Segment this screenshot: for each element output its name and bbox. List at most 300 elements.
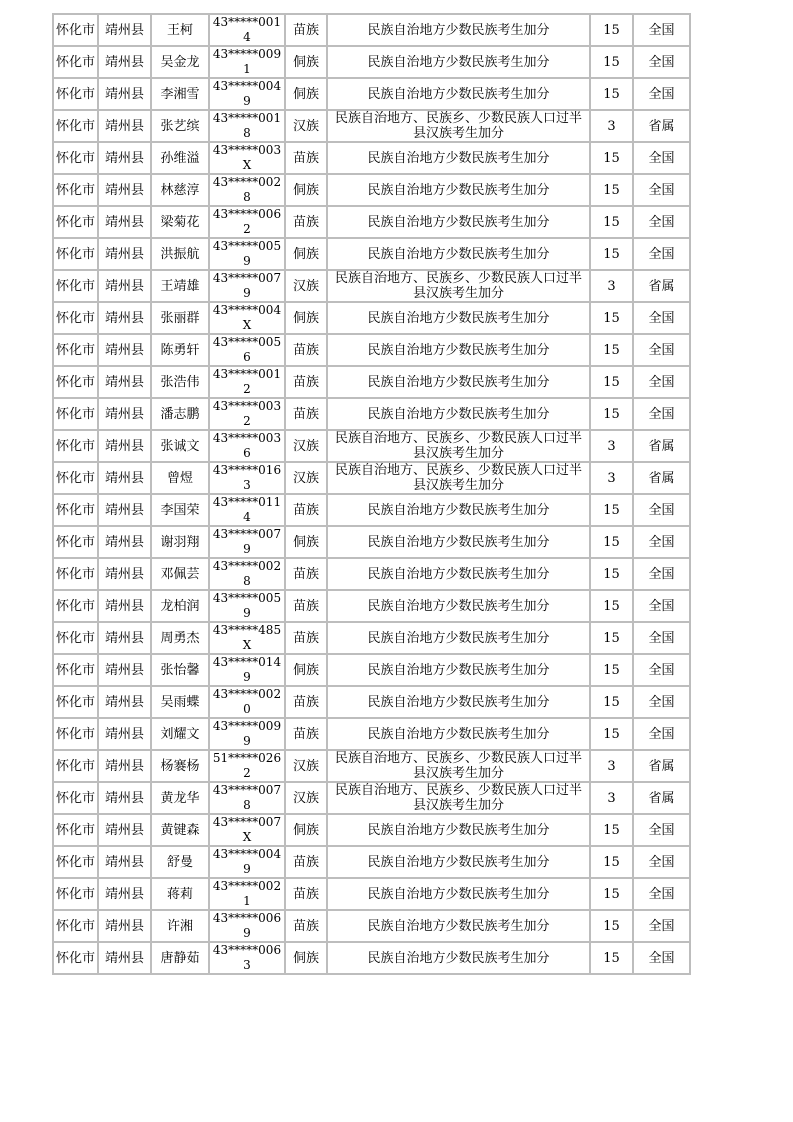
bonus-reason-cell: 民族自治地方、民族乡、少数民族人口过半县汉族考生加分 <box>327 462 590 494</box>
scope-cell: 全国 <box>633 590 690 622</box>
id-number-line-1: 43*****004 <box>212 303 282 317</box>
id-number-line-2: 4 <box>243 510 251 524</box>
ethnicity-cell: 苗族 <box>285 622 327 654</box>
id-number-line-2: 9 <box>243 862 251 876</box>
ethnicity-cell: 苗族 <box>285 590 327 622</box>
id-number-line-1: 43*****485 <box>212 623 282 637</box>
name-cell: 邓佩芸 <box>151 558 209 590</box>
id-number-line-1: 43*****003 <box>212 431 282 445</box>
id-number-line-1: 43*****002 <box>212 175 282 189</box>
ethnicity-cell: 汉族 <box>285 110 327 142</box>
county-cell: 靖州县 <box>98 686 151 718</box>
county-cell: 靖州县 <box>98 46 151 78</box>
bonus-points-cell: 15 <box>590 334 633 366</box>
bonus-points-cell: 3 <box>590 782 633 814</box>
id-number-line-2: 4 <box>243 30 251 44</box>
scope-cell: 全国 <box>633 718 690 750</box>
table-row <box>53 462 690 494</box>
id-number-cell <box>209 718 285 750</box>
id-number-cell <box>209 750 285 782</box>
id-number-line-1: 43*****005 <box>212 335 282 349</box>
id-number-line-1: 43*****009 <box>212 719 282 733</box>
table-row <box>53 334 690 366</box>
ethnicity-cell: 侗族 <box>285 526 327 558</box>
scope-cell: 全国 <box>633 622 690 654</box>
id-number-cell <box>209 366 285 398</box>
ethnicity-cell: 苗族 <box>285 334 327 366</box>
id-number-line-2: 9 <box>243 542 251 556</box>
bonus-reason-cell: 民族自治地方少数民族考生加分 <box>327 142 590 174</box>
id-number-cell <box>209 14 285 46</box>
id-number-cell <box>209 302 285 334</box>
id-number-cell <box>209 174 285 206</box>
scope-cell: 省属 <box>633 750 690 782</box>
scope-cell: 全国 <box>633 942 690 974</box>
id-number-line-2: 1 <box>243 62 251 76</box>
id-number-line-1: 43*****002 <box>212 879 282 893</box>
county-cell: 靖州县 <box>98 110 151 142</box>
scope-cell: 全国 <box>633 238 690 270</box>
name-cell: 舒曼 <box>151 846 209 878</box>
county-cell: 靖州县 <box>98 238 151 270</box>
city-cell: 怀化市 <box>53 558 98 590</box>
id-number-line-1: 43*****006 <box>212 911 282 925</box>
table-row <box>53 14 690 46</box>
county-cell: 靖州县 <box>98 942 151 974</box>
table-row <box>53 398 690 430</box>
id-number-line-2: 8 <box>243 126 251 140</box>
bonus-points-table <box>52 13 691 975</box>
ethnicity-cell: 汉族 <box>285 750 327 782</box>
city-cell: 怀化市 <box>53 270 98 302</box>
ethnicity-cell: 侗族 <box>285 814 327 846</box>
bonus-points-cell: 15 <box>590 494 633 526</box>
city-cell: 怀化市 <box>53 430 98 462</box>
city-cell: 怀化市 <box>53 846 98 878</box>
name-cell: 林慈淳 <box>151 174 209 206</box>
id-number-line-1: 51*****026 <box>212 751 282 765</box>
id-number-line-1: 43*****002 <box>212 687 282 701</box>
name-cell: 王柯 <box>151 14 209 46</box>
bonus-points-cell: 15 <box>590 206 633 238</box>
id-number-cell <box>209 430 285 462</box>
bonus-reason-cell: 民族自治地方少数民族考生加分 <box>327 558 590 590</box>
id-number-cell <box>209 270 285 302</box>
bonus-reason-cell: 民族自治地方少数民族考生加分 <box>327 14 590 46</box>
table-row <box>53 142 690 174</box>
bonus-reason-cell: 民族自治地方少数民族考生加分 <box>327 622 590 654</box>
scope-cell: 全国 <box>633 78 690 110</box>
scope-cell: 省属 <box>633 270 690 302</box>
ethnicity-cell: 苗族 <box>285 398 327 430</box>
table-row <box>53 942 690 974</box>
county-cell: 靖州县 <box>98 334 151 366</box>
bonus-reason-cell: 民族自治地方少数民族考生加分 <box>327 206 590 238</box>
bonus-reason-cell: 民族自治地方少数民族考生加分 <box>327 942 590 974</box>
id-number-line-2: 9 <box>243 926 251 940</box>
scope-cell: 全国 <box>633 558 690 590</box>
bonus-reason-cell: 民族自治地方少数民族考生加分 <box>327 238 590 270</box>
id-number-line-1: 43*****004 <box>212 847 282 861</box>
id-number-cell <box>209 910 285 942</box>
county-cell: 靖州县 <box>98 782 151 814</box>
bonus-points-cell: 15 <box>590 142 633 174</box>
scope-cell: 全国 <box>633 334 690 366</box>
bonus-reason-cell: 民族自治地方少数民族考生加分 <box>327 814 590 846</box>
county-cell: 靖州县 <box>98 494 151 526</box>
scope-cell: 全国 <box>633 302 690 334</box>
id-number-cell <box>209 462 285 494</box>
scope-cell: 全国 <box>633 14 690 46</box>
bonus-reason-cell: 民族自治地方少数民族考生加分 <box>327 366 590 398</box>
id-number-line-2: 8 <box>243 190 251 204</box>
id-number-cell <box>209 494 285 526</box>
county-cell: 靖州县 <box>98 526 151 558</box>
bonus-reason-cell: 民族自治地方少数民族考生加分 <box>327 494 590 526</box>
ethnicity-cell: 侗族 <box>285 302 327 334</box>
ethnicity-cell: 汉族 <box>285 462 327 494</box>
id-number-cell <box>209 142 285 174</box>
table-row <box>53 526 690 558</box>
city-cell: 怀化市 <box>53 366 98 398</box>
city-cell: 怀化市 <box>53 494 98 526</box>
ethnicity-cell: 汉族 <box>285 270 327 302</box>
county-cell: 靖州县 <box>98 878 151 910</box>
name-cell: 洪振航 <box>151 238 209 270</box>
city-cell: 怀化市 <box>53 942 98 974</box>
name-cell: 孙维溢 <box>151 142 209 174</box>
ethnicity-cell: 苗族 <box>285 494 327 526</box>
bonus-points-cell: 3 <box>590 110 633 142</box>
bonus-points-cell: 15 <box>590 558 633 590</box>
id-number-line-2: X <box>242 638 252 652</box>
bonus-points-cell: 15 <box>590 14 633 46</box>
county-cell: 靖州县 <box>98 622 151 654</box>
id-number-line-1: 43*****007 <box>212 527 282 541</box>
scope-cell: 全国 <box>633 526 690 558</box>
city-cell: 怀化市 <box>53 302 98 334</box>
bonus-points-cell: 15 <box>590 718 633 750</box>
table-row <box>53 302 690 334</box>
bonus-reason-cell: 民族自治地方少数民族考生加分 <box>327 302 590 334</box>
id-number-line-2: 9 <box>243 670 251 684</box>
city-cell: 怀化市 <box>53 78 98 110</box>
city-cell: 怀化市 <box>53 654 98 686</box>
table-row <box>53 718 690 750</box>
id-number-cell <box>209 654 285 686</box>
county-cell: 靖州县 <box>98 558 151 590</box>
scope-cell: 全国 <box>633 398 690 430</box>
city-cell: 怀化市 <box>53 526 98 558</box>
scope-cell: 全国 <box>633 46 690 78</box>
city-cell: 怀化市 <box>53 910 98 942</box>
bonus-reason-cell: 民族自治地方、民族乡、少数民族人口过半县汉族考生加分 <box>327 110 590 142</box>
name-cell: 王靖雄 <box>151 270 209 302</box>
id-number-cell <box>209 686 285 718</box>
id-number-line-2: 3 <box>243 958 251 972</box>
bonus-points-cell: 15 <box>590 78 633 110</box>
county-cell: 靖州县 <box>98 174 151 206</box>
bonus-reason-cell: 民族自治地方少数民族考生加分 <box>327 78 590 110</box>
name-cell: 李国荣 <box>151 494 209 526</box>
city-cell: 怀化市 <box>53 878 98 910</box>
county-cell: 靖州县 <box>98 142 151 174</box>
table-row <box>53 622 690 654</box>
id-number-line-1: 43*****005 <box>212 591 282 605</box>
bonus-reason-cell: 民族自治地方、民族乡、少数民族人口过半县汉族考生加分 <box>327 270 590 302</box>
bonus-points-cell: 3 <box>590 750 633 782</box>
bonus-reason-cell: 民族自治地方少数民族考生加分 <box>327 174 590 206</box>
ethnicity-cell: 苗族 <box>285 14 327 46</box>
bonus-points-cell: 3 <box>590 430 633 462</box>
bonus-points-cell: 15 <box>590 878 633 910</box>
name-cell: 许湘 <box>151 910 209 942</box>
bonus-reason-cell: 民族自治地方少数民族考生加分 <box>327 878 590 910</box>
id-number-cell <box>209 590 285 622</box>
table-row <box>53 430 690 462</box>
scope-cell: 全国 <box>633 878 690 910</box>
bonus-reason-cell: 民族自治地方少数民族考生加分 <box>327 718 590 750</box>
id-number-line-2: 8 <box>243 574 251 588</box>
id-number-line-1: 43*****001 <box>212 111 282 125</box>
bonus-points-cell: 15 <box>590 942 633 974</box>
table-row <box>53 110 690 142</box>
scope-cell: 全国 <box>633 174 690 206</box>
table-row <box>53 494 690 526</box>
ethnicity-cell: 苗族 <box>285 142 327 174</box>
ethnicity-cell: 侗族 <box>285 238 327 270</box>
name-cell: 谢羽翔 <box>151 526 209 558</box>
scope-cell: 全国 <box>633 910 690 942</box>
city-cell: 怀化市 <box>53 750 98 782</box>
bonus-points-cell: 15 <box>590 686 633 718</box>
bonus-points-cell: 15 <box>590 654 633 686</box>
id-number-line-2: 2 <box>243 414 251 428</box>
city-cell: 怀化市 <box>53 590 98 622</box>
table-row <box>53 206 690 238</box>
bonus-reason-cell: 民族自治地方、民族乡、少数民族人口过半县汉族考生加分 <box>327 782 590 814</box>
ethnicity-cell: 苗族 <box>285 686 327 718</box>
id-number-cell <box>209 46 285 78</box>
table-row <box>53 750 690 782</box>
county-cell: 靖州县 <box>98 750 151 782</box>
city-cell: 怀化市 <box>53 46 98 78</box>
id-number-line-2: 6 <box>243 446 251 460</box>
county-cell: 靖州县 <box>98 814 151 846</box>
name-cell: 龙柏润 <box>151 590 209 622</box>
id-number-line-2: 2 <box>243 766 251 780</box>
city-cell: 怀化市 <box>53 686 98 718</box>
ethnicity-cell: 苗族 <box>285 206 327 238</box>
ethnicity-cell: 侗族 <box>285 78 327 110</box>
ethnicity-cell: 汉族 <box>285 782 327 814</box>
id-number-line-1: 43*****001 <box>212 367 282 381</box>
id-number-line-1: 43*****003 <box>212 143 282 157</box>
table-row <box>53 654 690 686</box>
city-cell: 怀化市 <box>53 814 98 846</box>
table-row <box>53 910 690 942</box>
id-number-line-1: 43*****016 <box>212 463 282 477</box>
county-cell: 靖州县 <box>98 846 151 878</box>
table-row <box>53 46 690 78</box>
city-cell: 怀化市 <box>53 718 98 750</box>
bonus-points-cell: 15 <box>590 526 633 558</box>
bonus-points-cell: 15 <box>590 302 633 334</box>
bonus-reason-cell: 民族自治地方少数民族考生加分 <box>327 398 590 430</box>
name-cell: 黄龙华 <box>151 782 209 814</box>
scope-cell: 全国 <box>633 814 690 846</box>
name-cell: 陈勇轩 <box>151 334 209 366</box>
bonus-reason-cell: 民族自治地方少数民族考生加分 <box>327 590 590 622</box>
bonus-reason-cell: 民族自治地方少数民族考生加分 <box>327 846 590 878</box>
bonus-points-cell: 15 <box>590 622 633 654</box>
id-number-cell <box>209 782 285 814</box>
city-cell: 怀化市 <box>53 622 98 654</box>
table-row <box>53 590 690 622</box>
id-number-line-1: 43*****006 <box>212 207 282 221</box>
bonus-reason-cell: 民族自治地方少数民族考生加分 <box>327 46 590 78</box>
name-cell: 梁菊花 <box>151 206 209 238</box>
bonus-points-cell: 15 <box>590 846 633 878</box>
county-cell: 靖州县 <box>98 366 151 398</box>
city-cell: 怀化市 <box>53 398 98 430</box>
id-number-cell <box>209 942 285 974</box>
id-number-line-1: 43*****011 <box>212 495 282 509</box>
id-number-line-1: 43*****002 <box>212 559 282 573</box>
name-cell: 吴金龙 <box>151 46 209 78</box>
city-cell: 怀化市 <box>53 238 98 270</box>
bonus-points-cell: 15 <box>590 814 633 846</box>
name-cell: 张怡馨 <box>151 654 209 686</box>
county-cell: 靖州县 <box>98 302 151 334</box>
id-number-cell <box>209 78 285 110</box>
scope-cell: 省属 <box>633 110 690 142</box>
ethnicity-cell: 侗族 <box>285 942 327 974</box>
id-number-line-1: 43*****003 <box>212 399 282 413</box>
id-number-cell <box>209 238 285 270</box>
scope-cell: 全国 <box>633 494 690 526</box>
id-number-cell <box>209 846 285 878</box>
bonus-reason-cell: 民族自治地方少数民族考生加分 <box>327 526 590 558</box>
scope-cell: 全国 <box>633 846 690 878</box>
scope-cell: 全国 <box>633 366 690 398</box>
id-number-line-2: 9 <box>243 286 251 300</box>
ethnicity-cell: 苗族 <box>285 910 327 942</box>
name-cell: 潘志鹏 <box>151 398 209 430</box>
bonus-reason-cell: 民族自治地方少数民族考生加分 <box>327 686 590 718</box>
id-number-line-2: 2 <box>243 382 251 396</box>
id-number-line-2: 6 <box>243 350 251 364</box>
county-cell: 靖州县 <box>98 206 151 238</box>
id-number-line-2: 0 <box>243 702 251 716</box>
county-cell: 靖州县 <box>98 462 151 494</box>
table-row <box>53 366 690 398</box>
county-cell: 靖州县 <box>98 718 151 750</box>
id-number-line-1: 43*****009 <box>212 47 282 61</box>
ethnicity-cell: 苗族 <box>285 878 327 910</box>
id-number-line-1: 43*****007 <box>212 783 282 797</box>
id-number-line-2: 3 <box>243 478 251 492</box>
id-number-cell <box>209 622 285 654</box>
name-cell: 周勇杰 <box>151 622 209 654</box>
county-cell: 靖州县 <box>98 430 151 462</box>
id-number-line-2: 9 <box>243 94 251 108</box>
bonus-points-cell: 15 <box>590 238 633 270</box>
ethnicity-cell: 侗族 <box>285 654 327 686</box>
name-cell: 张诚文 <box>151 430 209 462</box>
id-number-line-2: 1 <box>243 894 251 908</box>
table-row <box>53 686 690 718</box>
ethnicity-cell: 苗族 <box>285 718 327 750</box>
city-cell: 怀化市 <box>53 782 98 814</box>
scope-cell: 省属 <box>633 462 690 494</box>
id-number-line-2: 9 <box>243 606 251 620</box>
table-row <box>53 78 690 110</box>
id-number-line-2: 9 <box>243 734 251 748</box>
id-number-line-1: 43*****014 <box>212 655 282 669</box>
id-number-cell <box>209 398 285 430</box>
id-number-line-2: X <box>242 830 252 844</box>
county-cell: 靖州县 <box>98 78 151 110</box>
bonus-points-cell: 15 <box>590 590 633 622</box>
id-number-line-2: 8 <box>243 798 251 812</box>
id-number-line-1: 43*****007 <box>212 271 282 285</box>
scope-cell: 全国 <box>633 206 690 238</box>
county-cell: 靖州县 <box>98 654 151 686</box>
county-cell: 靖州县 <box>98 270 151 302</box>
ethnicity-cell: 汉族 <box>285 430 327 462</box>
bonus-reason-cell: 民族自治地方少数民族考生加分 <box>327 334 590 366</box>
city-cell: 怀化市 <box>53 174 98 206</box>
table-row <box>53 238 690 270</box>
ethnicity-cell: 侗族 <box>285 174 327 206</box>
name-cell: 刘耀文 <box>151 718 209 750</box>
id-number-cell <box>209 878 285 910</box>
id-number-line-1: 43*****001 <box>212 15 282 29</box>
bonus-points-cell: 15 <box>590 174 633 206</box>
table-row <box>53 878 690 910</box>
name-cell: 吴雨蝶 <box>151 686 209 718</box>
ethnicity-cell: 侗族 <box>285 46 327 78</box>
name-cell: 唐静茹 <box>151 942 209 974</box>
id-number-line-2: 2 <box>243 222 251 236</box>
scope-cell: 全国 <box>633 686 690 718</box>
bonus-points-cell: 15 <box>590 366 633 398</box>
id-number-line-1: 43*****004 <box>212 79 282 93</box>
city-cell: 怀化市 <box>53 110 98 142</box>
table-row <box>53 782 690 814</box>
name-cell: 李湘雪 <box>151 78 209 110</box>
scope-cell: 省属 <box>633 782 690 814</box>
id-number-line-2: X <box>242 158 252 172</box>
ethnicity-cell: 苗族 <box>285 558 327 590</box>
county-cell: 靖州县 <box>98 398 151 430</box>
bonus-reason-cell: 民族自治地方少数民族考生加分 <box>327 910 590 942</box>
bonus-reason-cell: 民族自治地方、民族乡、少数民族人口过半县汉族考生加分 <box>327 430 590 462</box>
id-number-line-1: 43*****005 <box>212 239 282 253</box>
city-cell: 怀化市 <box>53 462 98 494</box>
name-cell: 张浩伟 <box>151 366 209 398</box>
id-number-cell <box>209 526 285 558</box>
name-cell: 曾煜 <box>151 462 209 494</box>
bonus-points-cell: 15 <box>590 46 633 78</box>
bonus-points-cell: 15 <box>590 398 633 430</box>
name-cell: 张艺缤 <box>151 110 209 142</box>
bonus-points-cell: 15 <box>590 910 633 942</box>
id-number-line-2: X <box>242 318 252 332</box>
id-number-cell <box>209 814 285 846</box>
bonus-points-cell: 3 <box>590 462 633 494</box>
